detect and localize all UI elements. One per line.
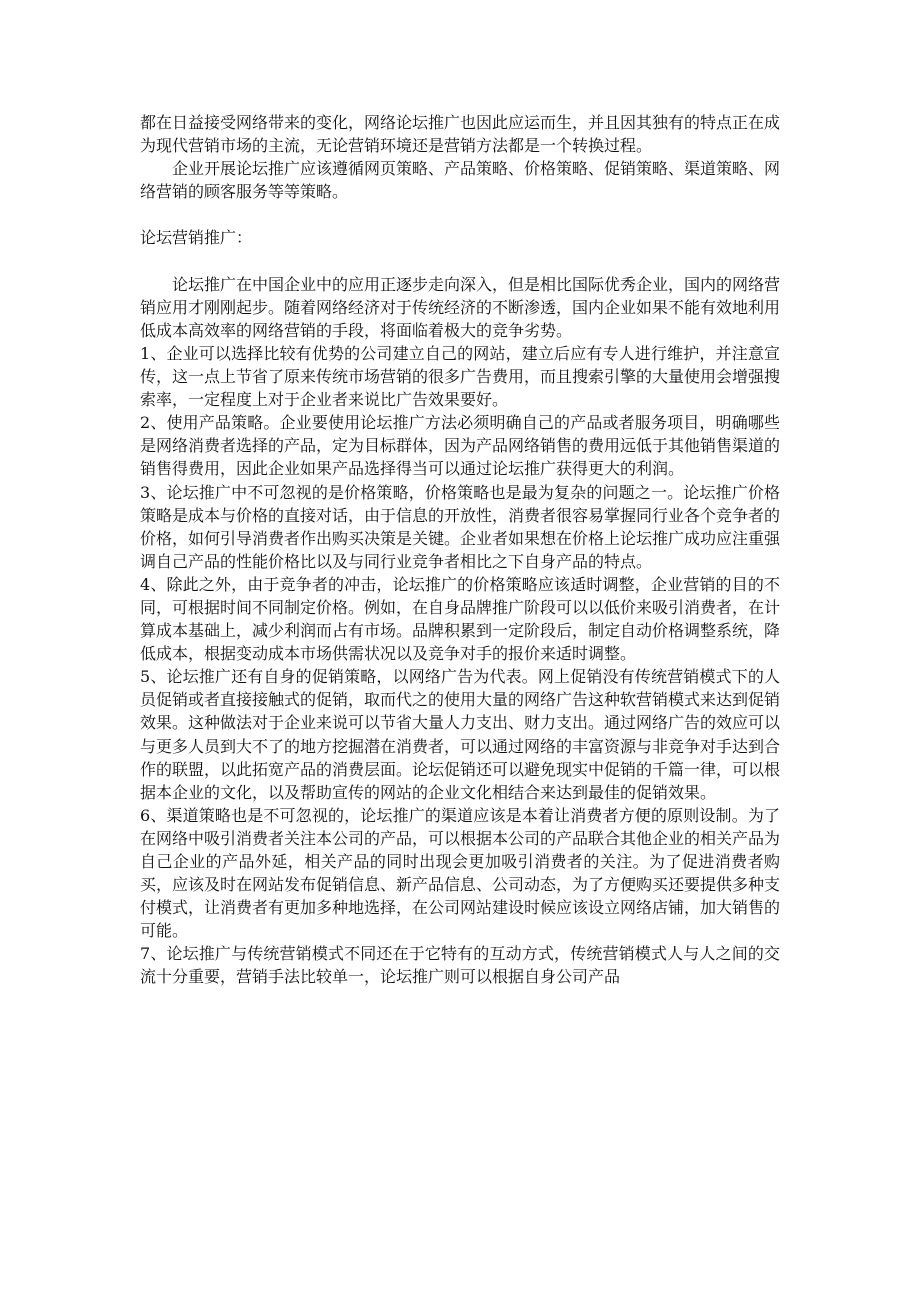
- list-item-5-promotion: 5、论坛推广还有自身的促销策略，以网络广告为代表。网上促销没有传统营销模式下的人员促销或者直接接触式的促销，取而代之的使用大量的网络广告这种软营销模式来达到促销效果。这种做法对于企业来说可以节省大量人力支出、财力支出。通过网络广告的效应可以与更多人员到大不了的地方挖掘潜在消费者，可以通过网络的丰富资源与非竞争对手达到合作的联盟，以此拓宽产品的消费层面。论坛促销还可以避免现实中促销的千篇一律，可以根据本企业的文化，以及帮助宣传的网站的企业文化相结合来达到最佳的促销效果。: [140, 667, 781, 802]
- list-item-2-product: 2、使用产品策略。企业要使用论坛推广方法必须明确自己的产品或者服务项目，明确哪些是网络消费者选择的产品，定为目标群体，因为产品网络销售的费用远低于其他销售渠道的销售得费用，因此企业如果产品选择得当可以通过论坛推广获得更大的利润。: [140, 413, 781, 479]
- list-item-1-website: 1、企业可以选择比较有优势的公司建立自己的网站，建立后应有专人进行维护，并注意宣传，这一点上节省了原来传统市场营销的很多广告费用，而且搜索引擎的大量使用会增强搜索率，一定程度上对于企业者来说比广告效果要好。: [140, 343, 781, 410]
- list-item-7-interaction: 7、论坛推广与传统营销模式不同还在于它特有的互动方式，传统营销模式人与人之间的交流十分重要，营销手法比较单一，论坛推广则可以根据自身公司产品: [140, 944, 780, 987]
- document-page: [140, 111, 780, 989]
- paragraph-intro-continuation: 都在日益接受网络带来的变化，网络论坛推广也因此应运而生，并且因其独有的特点正在成为现代营销市场的主流，无论营销环境还是营销方法都是一个转换过程。: [140, 113, 781, 156]
- blank-line: [140, 250, 780, 273]
- list-item-3-price: 3、论坛推广中不可忽视的是价格策略，价格策略也是最为复杂的问题之一。论坛推广价格策略是成本与价格的直接对话，由于信息的开放性，消费者很容易掌握同行业各个竞争者的价格，如何引导消费者作出购买决策是关键。企业者如果想在价格上论坛推广成功应注重强调自己产品的性能价格比以及与同行业竞争者相比之下自身产品的特点。: [140, 482, 781, 571]
- section-heading: 论坛营销推广：: [140, 228, 253, 248]
- list-item-6-channel: 6、渠道策略也是不可忽视的，论坛推广的渠道应该是本着让消费者方便的原则设制。为了在网络中吸引消费者关注本公司的产品，可以根据本公司的产品联合其他企业的相关产品为自己企业的产品外延，相关产品的同时出现会更加吸引消费者的关注。为了促进消费者购买，应该及时在网站发布促销信息、新产品信息、公司动态，为了方便购买还要提供多种支付模式，让消费者有更加多种地选择，在公司网站建设时候应该设立网络店铺，加大销售的可能。: [140, 805, 781, 941]
- list-item-4-price-adjustment: 4、除此之外，由于竞争者的冲击，论坛推广的价格策略应该适时调整，企业营销的目的不同，可根据时间不同制定价格。例如，在自身品牌推广阶段可以以低价来吸引消费者，在计算成本基础上，减少利润而占有市场。品牌积累到一定阶段后，制定自动价格调整系统，降低成本，根据变动成本市场供需状况以及竞争对手的报价来适时调整。: [140, 574, 781, 664]
- paragraph-forum-promotion-intro: 论坛推广在中国企业中的应用正逐步走向深入，但是相比国际优秀企业，国内的网络营销应用才刚刚起步。随着网络经济对于传统经济的不断渗透，国内企业如果不能有效地利用低成本高效率的网络营销的手段，将面临着极大的竞争劣势。: [140, 274, 781, 340]
- blank-line: [140, 203, 780, 226]
- paragraph-strategies-overview: 企业开展论坛推广应该遵循网页策略、产品策略、价格策略、促销策略、渠道策略、网络营销的顾客服务等等策略。: [140, 159, 781, 202]
